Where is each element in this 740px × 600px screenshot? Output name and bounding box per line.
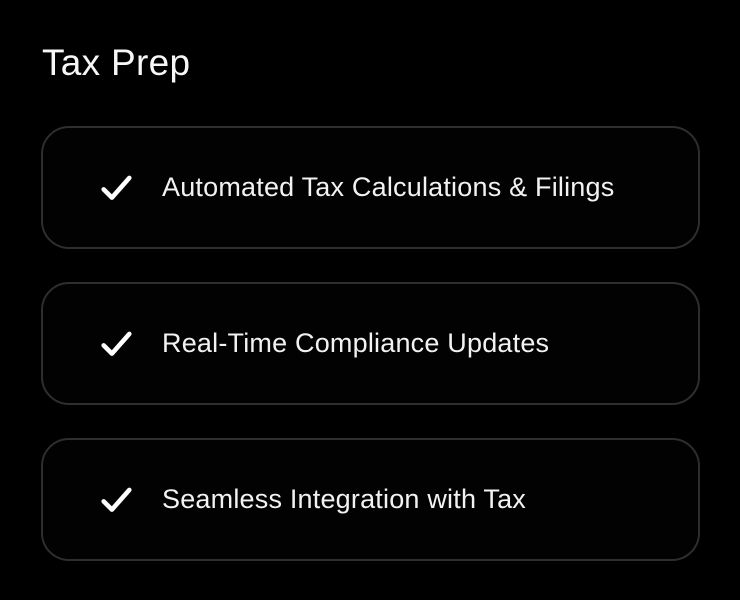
check-icon (100, 173, 133, 203)
feature-card-automated-tax[interactable] (41, 126, 700, 249)
check-icon (100, 485, 133, 515)
feature-label: Real-Time Compliance Updates (162, 328, 550, 359)
feature-label: Seamless Integration with Tax (162, 484, 526, 515)
feature-card-integration[interactable] (41, 438, 700, 561)
page-title: Tax Prep (42, 42, 191, 83)
feature-label: Automated Tax Calculations & Filings (162, 172, 615, 203)
feature-card-compliance[interactable] (41, 282, 700, 405)
check-icon (100, 329, 133, 359)
